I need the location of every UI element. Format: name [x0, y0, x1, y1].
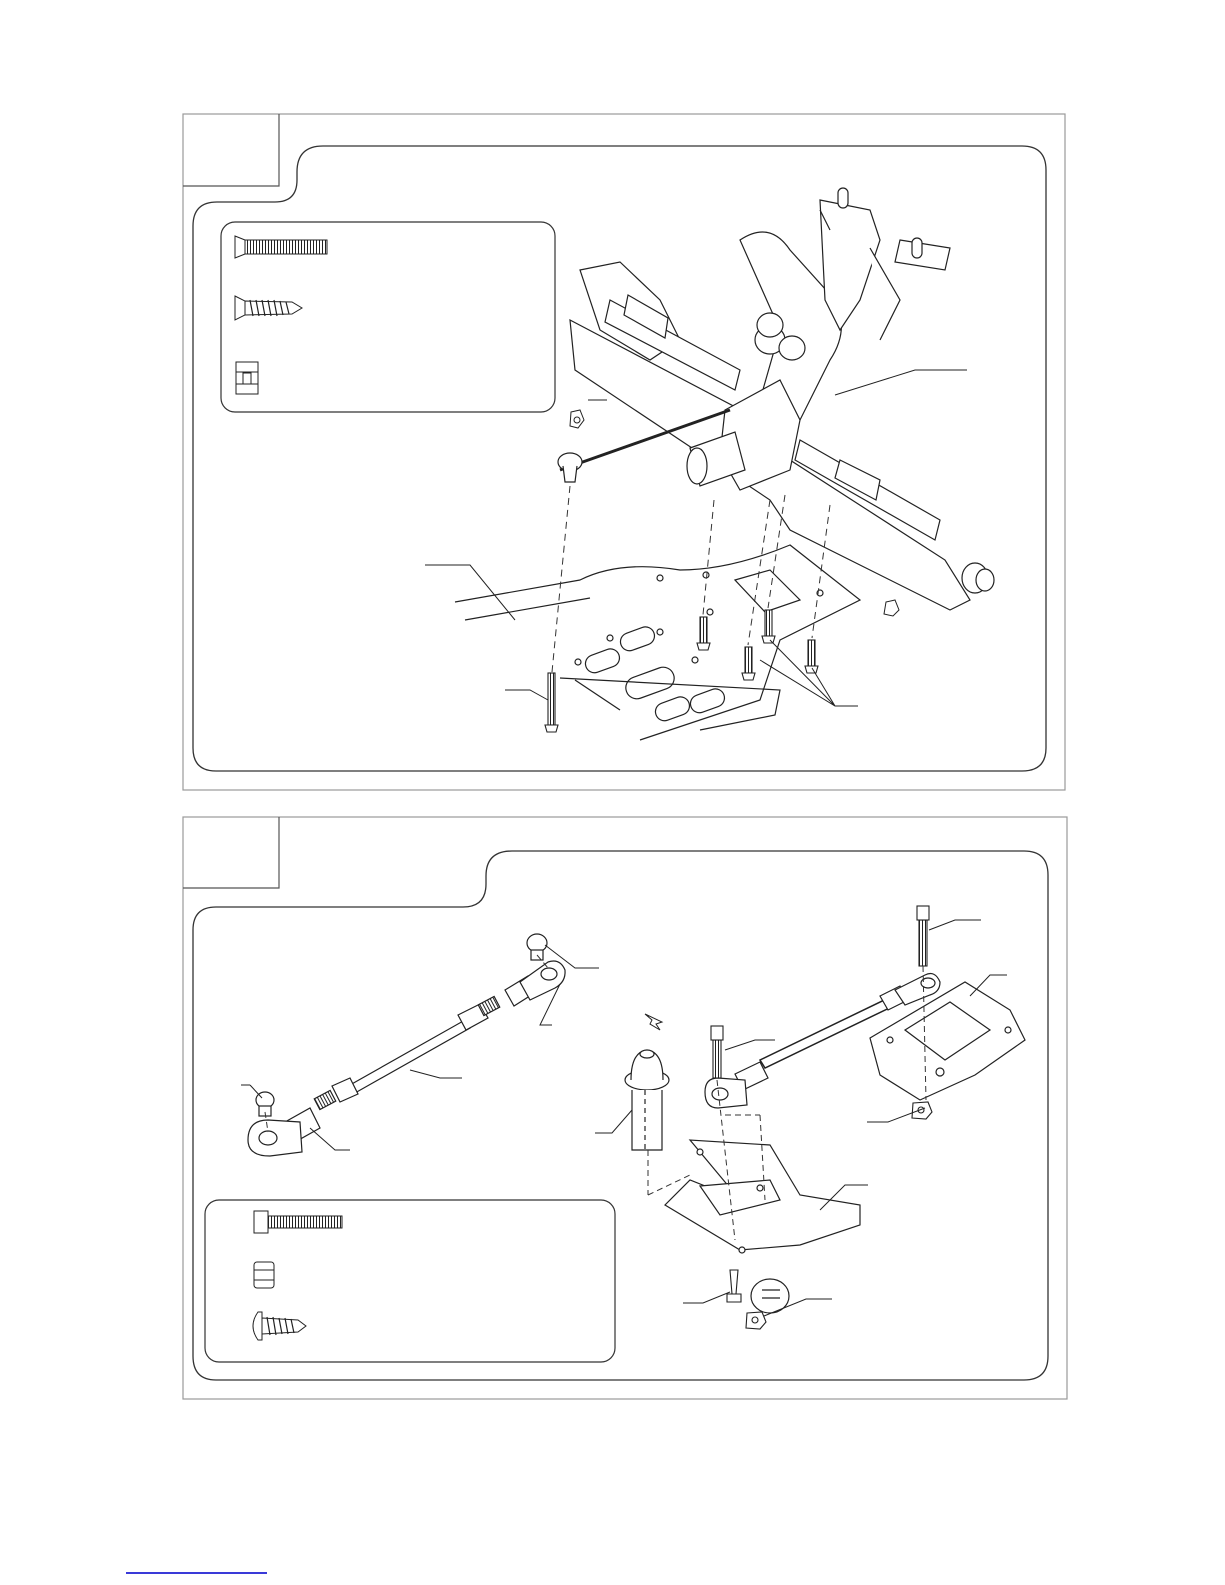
steering-link-drawing — [248, 934, 565, 1156]
lock-nut-icon — [236, 362, 258, 394]
chassis-plate-drawing — [455, 545, 860, 740]
footer-link-underline[interactable] — [126, 1572, 267, 1574]
step-2-leader-lines — [241, 920, 1007, 1316]
suspension-assembly-drawing — [558, 188, 994, 610]
step-1-parts-box — [221, 222, 555, 412]
step-1-panel — [183, 114, 1065, 790]
steering-plate-drawing — [665, 974, 1025, 1313]
button-head-tapping-screw-icon — [253, 1312, 306, 1340]
cap-head-screw-icon — [254, 1211, 342, 1233]
arrow-icon — [645, 1014, 662, 1030]
step-2-parts-box — [205, 1200, 615, 1362]
pivot-post-drawing — [625, 1050, 669, 1150]
countersunk-tapping-screw-icon — [235, 296, 302, 320]
countersunk-machine-screw-icon — [235, 236, 327, 258]
step-2-left-guide-lines — [265, 955, 548, 1132]
step-2-panel — [183, 817, 1067, 1399]
step-2-number-box — [183, 817, 279, 888]
step-1-number-box — [183, 114, 279, 186]
hex-nut-icon — [254, 1262, 274, 1288]
